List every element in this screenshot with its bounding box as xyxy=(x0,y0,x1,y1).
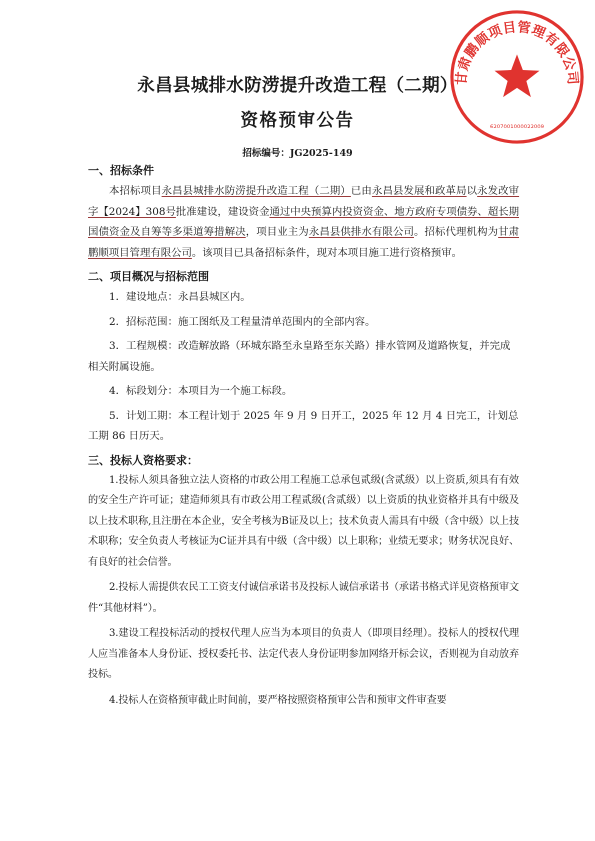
section-2-heading: 二、项目概况与招标范围 xyxy=(88,270,209,283)
title-line-1: 永昌县城排水防涝提升改造工程（二期） xyxy=(137,76,458,96)
section-3-item: 2.投标人需提供农民工工资支付诚信承诺书及投标人诚信承诺书（承诺书格式详见资格预审文件“其他材料”）。 xyxy=(88,582,519,614)
section-3-heading: 三、投标人资格要求： xyxy=(88,453,198,467)
project-owner: 永昌县供排水有限公司 xyxy=(308,226,414,238)
section-3-item: 1.投标人须具备独立法人资格的市政公用工程施工总承包贰级(含贰级）以上资质,须具有有效的安全生产许可证；建造师须具有市政公用工程贰级(含贰级）以上资质的执业资格并具有中级及以上技术职称,且注册在本企业，安全考核为B证及以上；技术负责人需具有中级（含中级）以上技术职称；安全负责人考核证为C证并具有中级（含中级）以上职称；业绩无要求；财务状况良好、有良好的社会信誉。 xyxy=(88,474,519,568)
bid-number-value: JG2025-149 xyxy=(289,148,353,159)
s1-text: 以 xyxy=(466,185,478,197)
section-2-item: 4．标段划分：本项目为一个施工标段。 xyxy=(109,385,293,397)
section-2-item: 3．工程规模：改造解放路（环城东路至永皇路至东关路）排水管网及道路恢复，并完成相关附属设施。 xyxy=(88,340,511,373)
s1-text: ，项目业主为 xyxy=(245,226,309,238)
section-2-item: 2．招标范围：施工图纸及工程量清单范围内的全部内容。 xyxy=(109,315,376,328)
section-1-paragraph xyxy=(88,181,519,263)
project-name: 永昌县城排水防涝提升改造工程（二期） xyxy=(161,185,351,197)
approval-document-number: 永发改审字【2024】308号 xyxy=(88,185,520,218)
seal-code: 6207001000022009 xyxy=(489,124,545,131)
body-content xyxy=(88,161,519,716)
seal-arc-text: 甘肃鹏顺项目管理有限公司 xyxy=(454,20,580,86)
funding-source: 通过中央预算内投资资金、地方政府专项债券、超长期国债资金及自筹等多渠道筹措解决 xyxy=(88,205,520,238)
s1-text: 。招标代理机构为 xyxy=(413,226,499,238)
section-2-item: 5．计划工期：本工程计划于 2025 年 9 月 9 日开工，2025 年 12 月 4 日完工，计划总工期 86 日历天。 xyxy=(88,409,519,442)
bid-number xyxy=(0,145,595,159)
s1-text: 批准建设，建设资金 xyxy=(175,205,270,218)
section-3-item: 3.建设工程投标活动的授权代理人应当为本项目的负责人（即项目经理）。投标人的授权代理人应当准备本人身份证、授权委托书、法定代表人身份证明参加网络开标会议，否则视为自动放弃投标。 xyxy=(88,628,519,680)
bid-number-label: 招标编号： xyxy=(242,148,290,159)
tender-agent: 甘肃鹏顺项目管理有限公司 xyxy=(88,226,520,259)
s1-text: 。该项目已具备招标条件，现对本项目施工进行资格预审。 xyxy=(191,246,463,259)
section-3-item: 4.投标人在资格预审截止时间前，要严格按照资格预审公告和预审文件审查要 xyxy=(109,694,447,706)
section-1-heading: 一、招标条件 xyxy=(88,164,154,177)
approving-authority: 永昌县发展和政革局 xyxy=(371,185,467,197)
section-2-item: 1．建设地点：永昌县城区内。 xyxy=(109,291,251,303)
s1-text: 本招标项目 xyxy=(109,185,162,197)
title-line-2: 资格预审公告 xyxy=(240,111,355,131)
s1-text: 已由 xyxy=(350,185,372,197)
